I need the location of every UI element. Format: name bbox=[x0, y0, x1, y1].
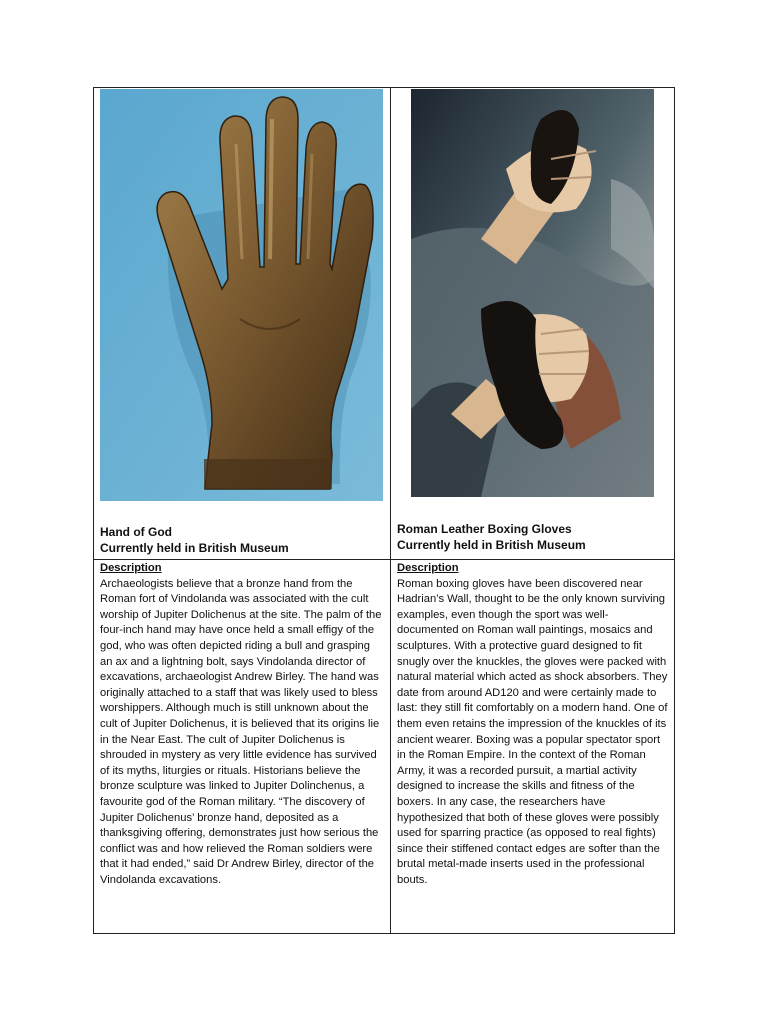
artifact-title: Roman Leather Boxing Gloves bbox=[397, 522, 572, 536]
left-caption bbox=[100, 524, 289, 556]
description-text: Archaeologists believe that a bronze hand from the Roman fort of Vindolanda was associated with the cult worship of Jupiter Dolichenus at the site. The palm of the four-inch hand may have once held a small effigy of the god, who was often depicted riding a bull and grasping an ax and a lightning bolt, says Vindolanda director of excavations, archaeologist Andrew Birley. The hand was originally attached to a staff that was likely used to bless worshippers. Although much is still unknown about the cult of Jupiter Dolichenus, it is believed that its origins lie in the Near East. The cult of Jupiter Dolichenus is shrouded in mystery as very little evidence has survived of its myths, liturgies or rituals. Historians believe the bronze sculpture was linked to Jupiter Dolinchenus, a favourite god of the Roman military. “The discovery of Jupiter Dolichenus’ bronze hand, deposited as a thanksgiving offering, demonstrates just how serious the conflict was and how relieved the Roman soldiers were that it had ended,” said Dr Andrew Birley, director of the Vindolanda excavations. bbox=[100, 577, 382, 886]
right-caption bbox=[397, 521, 586, 553]
row-divider bbox=[94, 559, 674, 560]
bronze-hand-photo bbox=[100, 89, 383, 501]
artifact-location: Currently held in British Museum bbox=[100, 541, 289, 555]
right-description bbox=[397, 561, 669, 888]
artifact-table bbox=[93, 87, 675, 934]
artifact-location: Currently held in British Museum bbox=[397, 538, 586, 552]
description-heading: Description bbox=[397, 562, 459, 574]
description-heading: Description bbox=[100, 562, 162, 574]
artifact-title: Hand of God bbox=[100, 525, 172, 539]
column-divider bbox=[390, 88, 391, 933]
description-text: Roman boxing gloves have been discovered near Hadrian’s Wall, thought to be the only known surviving examples, even though the sport was well- documented on Roman wall paintings, mosaics and sculptures. With a protective guard designed to fit snugly over the knuckles, the gloves were packed with natural material which acted as shock absorbers. They date from around AD120 and were certainly made to last: they still fit comfortably on a modern hand. One of them even retains the impression of the knuckles of its ancient wearer. Boxing was a popular spectator sport in the Roman Empire. In the context of the Roman Army, it was a recorded pursuit, a martial activity designed to increase the skills and fitness of the boxers. In any case, the researchers have hypothesized that both of these gloves were possibly used for sparring practice (as opposed to real fights) since their stiffened contact edges are softer than the brutal metal-made inserts used in the professional bouts. bbox=[397, 577, 668, 886]
boxing-gloves-photo bbox=[411, 89, 654, 497]
left-description bbox=[100, 561, 384, 888]
